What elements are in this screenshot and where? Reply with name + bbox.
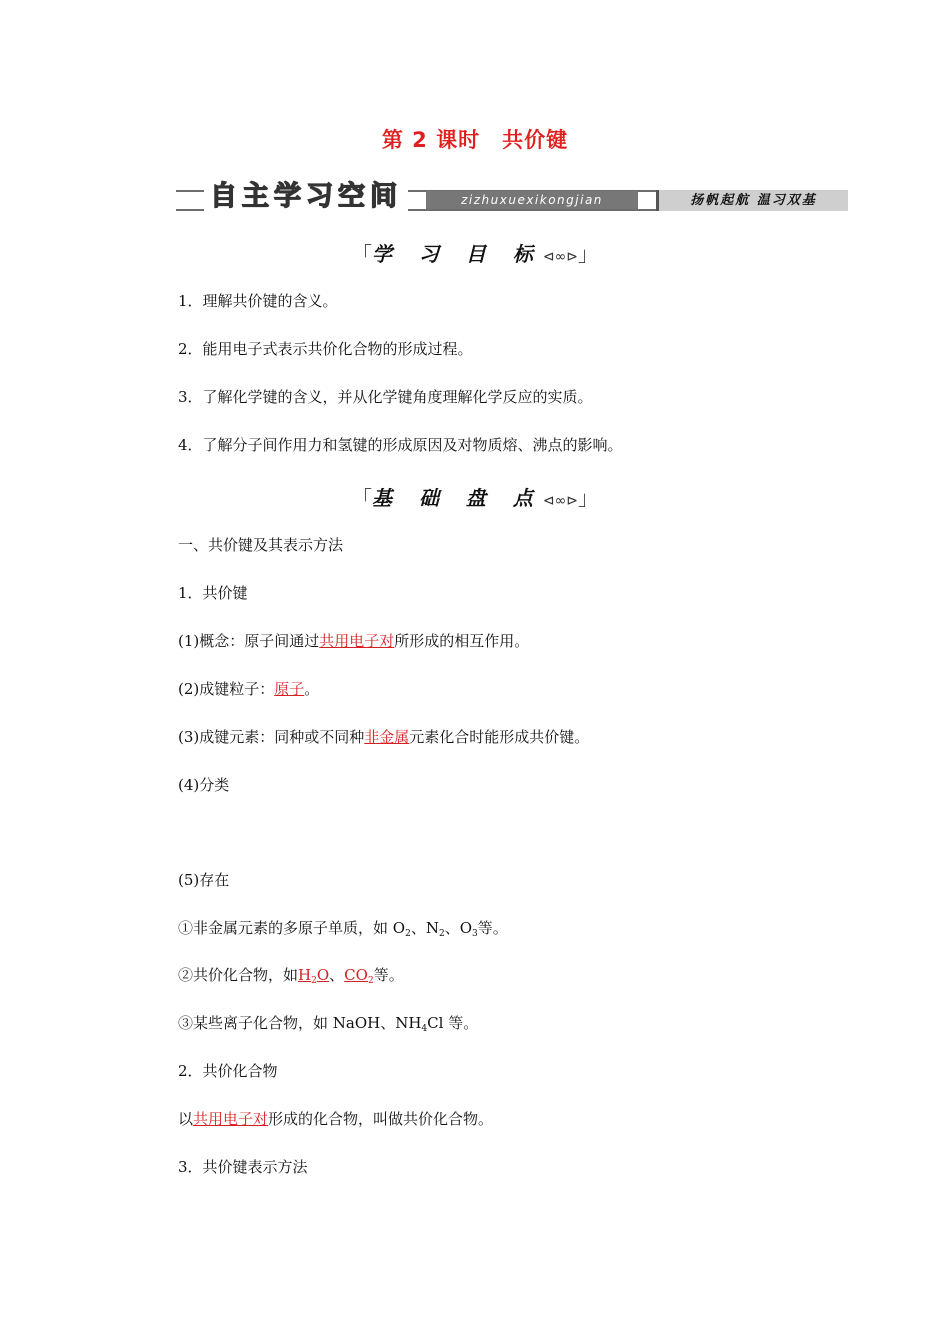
- exist-line: (5)存在: [178, 871, 230, 889]
- goals-heading: [0, 238, 950, 267]
- bracket-close-icon: 」: [578, 486, 598, 510]
- section-banner: [176, 182, 848, 214]
- answer-fill: 原子: [274, 680, 305, 698]
- answer-fill: 共用电子对: [319, 632, 395, 650]
- subheading: 1．共价键: [178, 584, 248, 602]
- answer-fill: $H_2O$: [298, 966, 330, 986]
- goal-item: 4．了解分子间作用力和氢键的形成原因及对物质熔、沸点的影响。: [178, 436, 623, 454]
- answer-fill: 非金属: [364, 728, 410, 746]
- compound-line: 以共用电子对形成的化合物，叫做共价化合物。: [178, 1110, 494, 1128]
- bracket-open-icon: 「: [351, 486, 372, 510]
- example-line: ①非金属元素的多原子单质，如 $O_2$、$N_2$、$O_3$等。: [178, 919, 508, 939]
- banner-main-title: 自主学习空间: [204, 182, 408, 212]
- basics-heading: [0, 482, 950, 511]
- subheading: 3．共价键表示方法: [178, 1158, 308, 1176]
- goal-item: 2．能用电子式表示共价化合物的形成过程。: [178, 340, 473, 358]
- part-heading: 一、共价键及其表示方法: [178, 536, 344, 554]
- goals-heading-text: 学 习 目 标: [371, 242, 543, 266]
- ornament-icon: ⊲∞⊳: [542, 493, 578, 509]
- page-title: 第 2 课时 共价键: [381, 128, 569, 152]
- concept-line: (1)概念：原子间通过共用电子对所形成的相互作用。: [178, 632, 530, 650]
- subheading: 2．共价化合物: [178, 1062, 278, 1080]
- particle-line: (2)成键粒子：原子。: [178, 680, 320, 698]
- ornament-icon: ⊲∞⊳: [542, 249, 578, 265]
- bracket-close-icon: 」: [578, 242, 598, 266]
- goal-item: 1．理解共价键的含义。: [178, 292, 338, 310]
- example-line: ③某些离子化合物，如 NaOH、$NH_4Cl$ 等。: [178, 1014, 479, 1034]
- banner-motto: 扬帆起航 温习双基: [656, 190, 848, 211]
- goal-item: 3．了解化学键的含义，并从化学键角度理解化学反应的实质。: [178, 388, 593, 406]
- bracket-open-icon: 「: [351, 242, 372, 266]
- example-line: ②共价化合物，如$H_2O$、$CO_2$等。: [178, 966, 404, 986]
- answer-fill: 共用电子对: [193, 1110, 269, 1128]
- classify-line: (4)分类: [178, 776, 230, 794]
- basics-heading-text: 基 础 盘 点: [371, 486, 543, 510]
- answer-fill: $CO_2$: [344, 966, 374, 986]
- banner-pinyin: zizhuxuexikongjian: [426, 191, 638, 209]
- element-line: (3)成键元素：同种或不同种非金属元素化合时能形成共价键。: [178, 728, 590, 746]
